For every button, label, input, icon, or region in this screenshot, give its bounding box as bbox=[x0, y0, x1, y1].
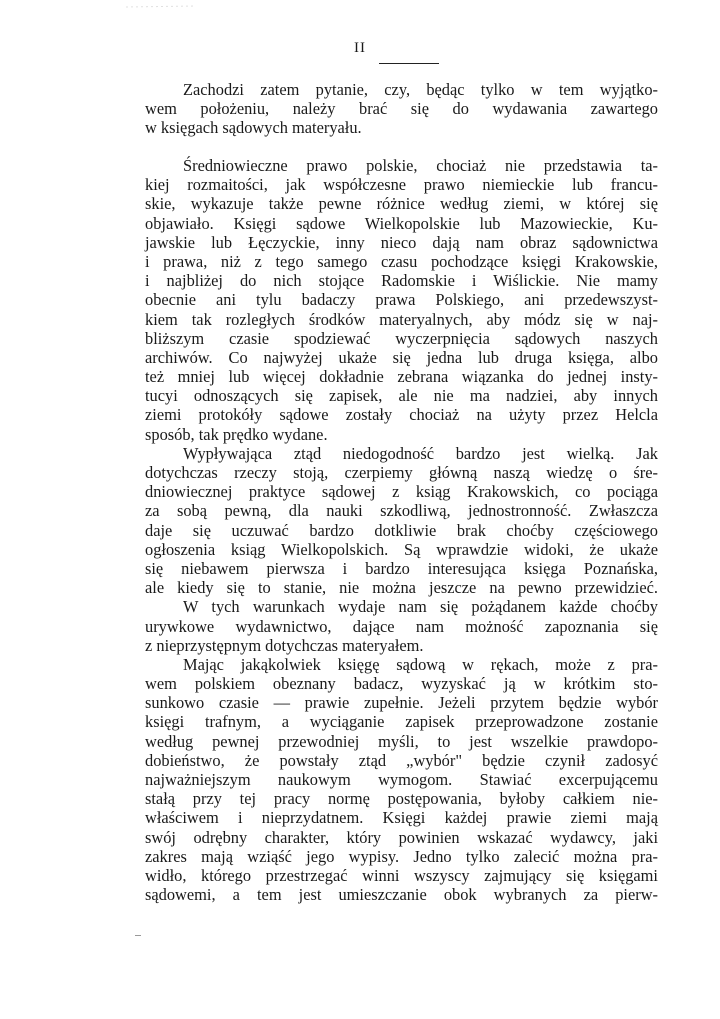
body-text-top bbox=[145, 80, 658, 138]
text-line: swój odrębny charakter, który powinien wskazać wydawcy, jaki bbox=[145, 827, 658, 847]
text-line: sądowemi, a tem jest umieszczanie obok wybranych za pierw- bbox=[145, 885, 658, 905]
text-line: z nieprzystępnym dotychczas materyałem. bbox=[145, 635, 424, 655]
text-line: zakres mają wziąść jego wypisy. Jedno tylko zalecić można pra- bbox=[145, 846, 658, 866]
body-text-main bbox=[145, 156, 658, 904]
text-line: stałą przy tej pracy normę postępowania, byłoby całkiem nie- bbox=[145, 789, 658, 809]
text-line: Zachodzi zatem pytanie, czy, będąc tylko w tem wyjątko- bbox=[183, 80, 658, 99]
page-number: II bbox=[354, 40, 366, 56]
text-line: wem polskiem obeznany badacz, wyzyskać ją w krótkim sto- bbox=[145, 674, 658, 694]
text-line: w księgach sądowych materyału. bbox=[145, 118, 362, 138]
text-line: za sobą pewną, dla nauki szkodliwą, jednostronność. Zwłaszcza bbox=[145, 501, 658, 521]
text-line: wem położeniu, należy brać się do wydawania zawartego bbox=[145, 99, 658, 119]
text-line: skie, wykazuje także pewne różnice według ziemi, w której się bbox=[145, 194, 658, 214]
text-line: daje się uczuwać bardzo dotkliwie brak choćby częściowego bbox=[145, 520, 658, 540]
text-line: dniowiecznej praktyce sądowej z ksiąg Krakowskich, co pociąga bbox=[145, 482, 658, 502]
text-line: też mniej lub więcej dokładnie zebrana wiązanka do jednej insty- bbox=[145, 367, 658, 387]
text-line: według pewnej przewodniej myśli, to jest wszelkie prawdopo- bbox=[145, 731, 658, 751]
text-line: objawiało. Księgi sądowe Wielkopolskie lub Mazowieckie, Ku- bbox=[145, 213, 658, 233]
text-line: tucyi odnoszących się zapisek, ale nie ma nadziei, aby innych bbox=[145, 386, 658, 406]
text-line: obecnie ani tylu badaczy prawa Polskiego, ani przedewszyst- bbox=[145, 290, 658, 310]
margin-mark bbox=[135, 935, 141, 936]
text-line: bliższym czasie spodziewać wyczerpnięcia sądowych naszych bbox=[145, 328, 658, 348]
text-line: urywkowe wydawnictwo, dające nam możność zapoznania się bbox=[145, 616, 658, 636]
text-line: archiwów. Co najwyżej ukaże się jedna lub druga księga, albo bbox=[145, 347, 658, 367]
text-line: kiem tak rozległych środków materyalnych, aby módz się w naj- bbox=[145, 309, 658, 329]
text-line: W tych warunkach wydaje nam się pożądanem każde choćby bbox=[183, 597, 658, 617]
text-line: sunkowo czasie — prawie zupełnie. Jeżeli przytem będzie wybór bbox=[145, 693, 658, 713]
text-line: najważniejszym naukowym wymogom. Stawiać excerpującemu bbox=[145, 770, 658, 789]
text-line: Średniowieczne prawo polskie, chociaż nie przedstawia ta- bbox=[183, 156, 658, 175]
scan-smudge-mark bbox=[126, 2, 196, 12]
text-line: ziemi protokóły sądowe zostały chociaż na użyty przez Helcla bbox=[145, 405, 658, 425]
text-line: ogłoszenia ksiąg Wielkopolskich. Są wprawdzie widoki, że ukaże bbox=[145, 539, 658, 559]
text-line: sposób, tak prędko wydane. bbox=[145, 424, 328, 444]
text-line: Wypływająca ztąd niedogodność bardzo jest wielką. Jak bbox=[183, 443, 658, 463]
text-line: się niebawem pierwsza i bardzo interesująca księga Poznańska, bbox=[145, 558, 658, 578]
text-line: księgi trafnym, a wyciąganie zapisek przeprowadzone zostanie bbox=[145, 712, 658, 732]
page-number-rule bbox=[379, 63, 439, 64]
text-line: jawskie lub Łęczyckie, inny nieco dają nam obraz sądownictwa bbox=[145, 232, 658, 252]
text-line: kiej rozmaitości, jak współczesne prawo niemieckie lub francu- bbox=[145, 175, 658, 195]
text-line: dobieństwo, że powstały ztąd „wybór" będzie czynił zadosyć bbox=[145, 750, 658, 770]
text-line: i prawa, niż z tego samego czasu pochodzące księgi Krakowskie, bbox=[145, 251, 658, 271]
text-line: i najbliżej do nich stojące Radomskie i Wiślickie. Nie mamy bbox=[145, 271, 658, 291]
text-line: Mając jakąkolwiek księgę sądową w rękach, może z pra- bbox=[183, 654, 658, 674]
text-line: ale kiedy się to stanie, nie można jeszcze na pewno przewidzieć. bbox=[145, 578, 658, 598]
text-line: dotychczas rzeczy stoją, czerpiemy główną naszą wiedzę o śre- bbox=[145, 463, 658, 482]
text-line: właściwem i nieprzydatnem. Księgi każdej prawie ziemi mają bbox=[145, 808, 658, 828]
text-line: widło, którego przestrzegać winni wszyscy zajmujący się księgami bbox=[145, 865, 658, 885]
